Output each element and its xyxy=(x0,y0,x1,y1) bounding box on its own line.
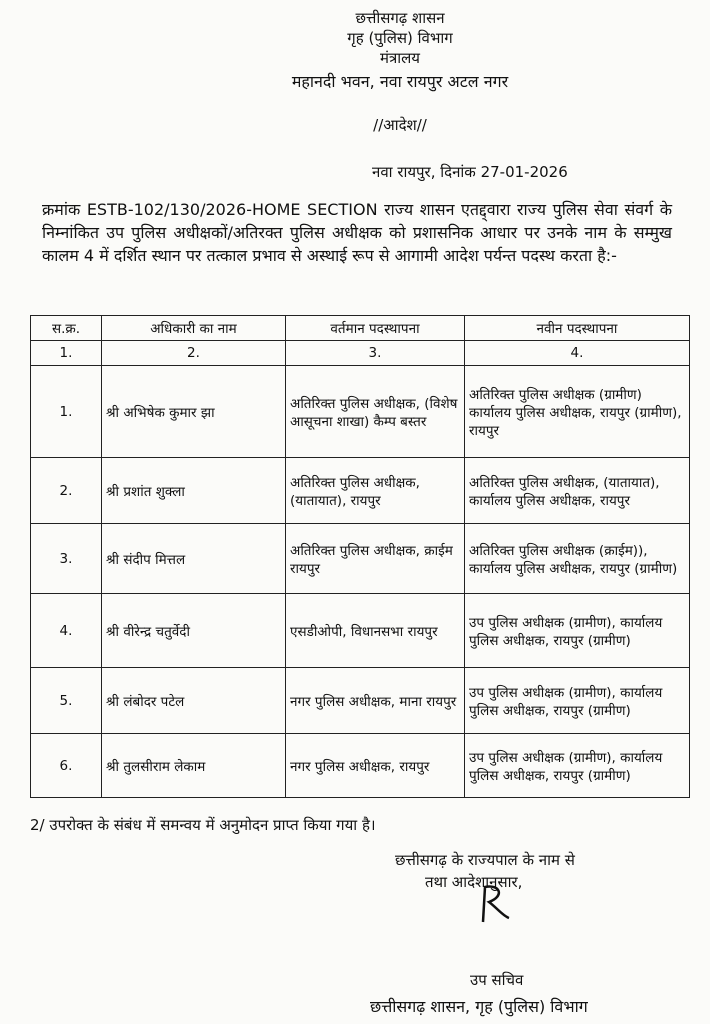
new-posting: अतिरिक्त पुलिस अधीक्षक, (यातायात), कार्यालय पुलिस अधीक्षक, रायपुर xyxy=(465,458,690,524)
col-header: नवीन पदस्थापना xyxy=(465,316,690,341)
col-header: अधिकारी का नाम xyxy=(102,316,286,341)
approval-note: 2/ उपरोक्त के संबंध में समन्वय में अनुमोदन प्राप्त किया गया है। xyxy=(30,816,376,834)
table-row xyxy=(31,458,690,524)
officer-name: श्री तुलसीराम लेकाम xyxy=(102,734,286,798)
serial-number: 3. xyxy=(31,524,102,594)
signature-line1: छत्तीसगढ़ के राज्यपाल के नाम से xyxy=(395,851,575,869)
table-row xyxy=(31,734,690,798)
col-header: स.क्र. xyxy=(31,316,102,341)
signature-line2: तथा आदेशानुसार, xyxy=(425,873,523,891)
address: महानदी भवन, नवा रायपुर अटल नगर xyxy=(291,72,509,91)
new-posting: अतिरिक्त पुलिस अधीक्षक (ग्रामीण) कार्यालय पुलिस अधीक्षक, रायपुर (ग्रामीण), रायपुर xyxy=(465,366,690,458)
officer-name: श्री वीरेन्द्र चतुर्वेदी xyxy=(102,594,286,668)
ministry-label: मंत्रालय xyxy=(379,49,420,67)
table-header-row xyxy=(31,316,690,341)
current-posting: नगर पुलिस अधीक्षक, माना रायपुर xyxy=(286,668,465,734)
posting-table xyxy=(30,315,690,798)
govt-name: छत्तीसगढ़ शासन xyxy=(355,9,445,27)
col-number: 2. xyxy=(102,341,286,366)
current-posting: अतिरिक्त पुलिस अधीक्षक, क्राईम रायपुर xyxy=(286,524,465,594)
officer-name: श्री लंबोदर पटेल xyxy=(102,668,286,734)
col-number: 1. xyxy=(31,341,102,366)
new-posting: उप पुलिस अधीक्षक (ग्रामीण), कार्यालय पुलिस अधीक्षक, रायपुर (ग्रामीण) xyxy=(465,668,690,734)
current-posting: अतिरिक्त पुलिस अधीक्षक, (यातायात), रायपुर xyxy=(286,458,465,524)
serial-number: 1. xyxy=(31,366,102,458)
table-row xyxy=(31,366,690,458)
table-row xyxy=(31,524,690,594)
order-body: क्रमांक ESTB-102/130/2026-HOME SECTION राज्य शासन एतद्द्वारा राज्य पुलिस सेवा संवर्ग के निम्नांकित उप पुलिस अधीक्षकों/अतिरक्त पुलिस अधीक्षक को प्रशासनिक आधार पर उनके नाम के सम्मुख कालम 4 में दर्शित स्थान पर तत्काल प्रभाव से अस्थाई रूप से आगामी आदेश पर्यन्त पदस्थ करता है:- xyxy=(42,200,672,265)
date-line: नवा रायपुर, दिनांक 27-01-2026 xyxy=(372,163,568,181)
officer-name: श्री संदीप मित्तल xyxy=(102,524,286,594)
signatory-department: छत्तीसगढ़ शासन, गृह (पुलिस) विभाग xyxy=(370,997,588,1016)
officer-name: श्री अभिषेक कुमार झा xyxy=(102,366,286,458)
col-number: 3. xyxy=(286,341,465,366)
new-posting: उप पुलिस अधीक्षक (ग्रामीण), कार्यालय पुलिस अधीक्षक, रायपुर (ग्रामीण) xyxy=(465,734,690,798)
table-row xyxy=(31,668,690,734)
serial-number: 6. xyxy=(31,734,102,798)
new-posting: उप पुलिस अधीक्षक (ग्रामीण), कार्यालय पुलिस अधीक्षक, रायपुर (ग्रामीण) xyxy=(465,594,690,668)
current-posting: नगर पुलिस अधीक्षक, रायपुर xyxy=(286,734,465,798)
order-heading: //आदेश// xyxy=(373,116,427,134)
signatory-designation: उप सचिव xyxy=(470,971,524,989)
serial-number: 4. xyxy=(31,594,102,668)
serial-number: 2. xyxy=(31,458,102,524)
table-row xyxy=(31,594,690,668)
signature-mark xyxy=(475,882,515,927)
column-number-row xyxy=(31,341,690,366)
department-name: गृह (पुलिस) विभाग xyxy=(347,29,453,47)
col-header: वर्तमान पदस्थापना xyxy=(286,316,465,341)
col-number: 4. xyxy=(465,341,690,366)
current-posting: एसडीओपी, विधानसभा रायपुर xyxy=(286,594,465,668)
serial-number: 5. xyxy=(31,668,102,734)
current-posting: अतिरिक्त पुलिस अधीक्षक, (विशेष आसूचना शाखा) कैम्प बस्तर xyxy=(286,366,465,458)
officer-name: श्री प्रशांत शुक्ला xyxy=(102,458,286,524)
new-posting: अतिरिक्त पुलिस अधीक्षक (क्राईम)), कार्यालय पुलिस अधीक्षक, रायपुर (ग्रामीण) xyxy=(465,524,690,594)
